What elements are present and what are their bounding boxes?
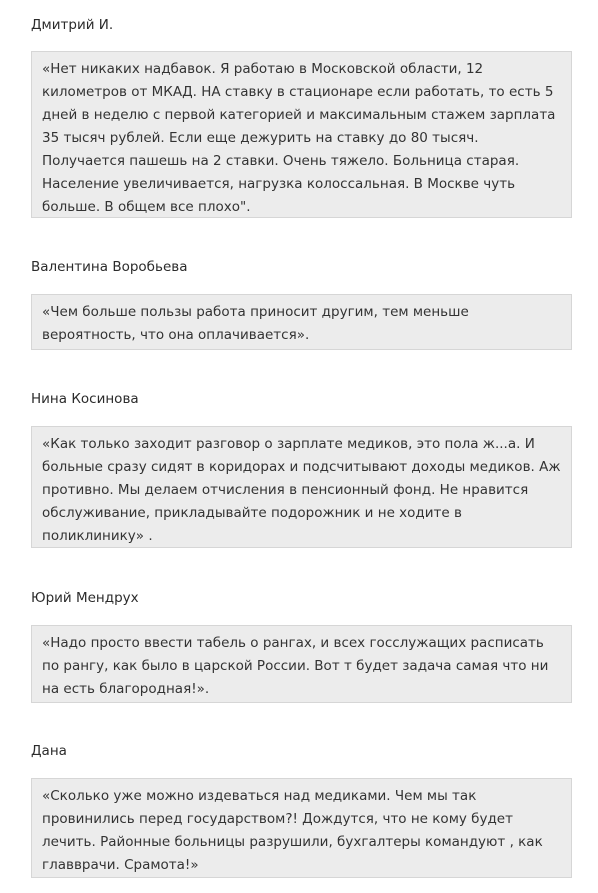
comment-1 xyxy=(31,16,572,218)
comment-4 xyxy=(31,589,572,703)
comment-quote: «Сколько уже можно издеваться над медиками. Чем мы так провинились перед государством?! Дождутся, что не кому будет лечить. Районные больницы разрушили, бухгалтеры командуют , как главврачи. Срамота!» xyxy=(31,778,572,878)
comment-5 xyxy=(31,742,572,878)
comment-author: Дана xyxy=(31,743,67,759)
comment-2 xyxy=(31,258,572,350)
comment-3 xyxy=(31,390,572,548)
comment-author: Дмитрий И. xyxy=(31,17,114,33)
comment-quote: «Чем больше пользы работа приносит другим, тем меньше вероятность, что она оплачивается». xyxy=(31,294,572,350)
comment-author: Нина Косинова xyxy=(31,391,139,407)
comment-quote: «Надо просто ввести табель о рангах, и всех госслужащих расписать по рангу, как было в царской России. Вот т будет задача самая что ни на есть благородная!». xyxy=(31,625,572,703)
comment-author: Юрий Мендрух xyxy=(31,590,139,606)
comment-author: Валентина Воробьева xyxy=(31,259,188,275)
comment-quote: «Как только заходит разговор о зарплате медиков, это пола ж...а. И больные сразу сидят в коридорах и подсчитывают доходы медиков. Аж противно. Мы делаем отчисления в пенсионный фонд. Не нравится обслуживание, прикладывайте подорожник и не ходите в поликлинику» . xyxy=(31,426,572,548)
comment-quote: «Нет никаких надбавок. Я работаю в Московской области, 12 километров от МКАД. НА ставку в стационаре если работать, то есть 5 дней в неделю с первой категорией и максимальным стажем зарплата 35 тысяч рублей. Если еще дежурить на ставку до 80 тысяч. Получается пашешь на 2 ставки. Очень тяжело. Больница старая. Население увеличивается, нагрузка колоссальная. В Москве чуть больше. В общем все плохо". xyxy=(31,51,572,218)
